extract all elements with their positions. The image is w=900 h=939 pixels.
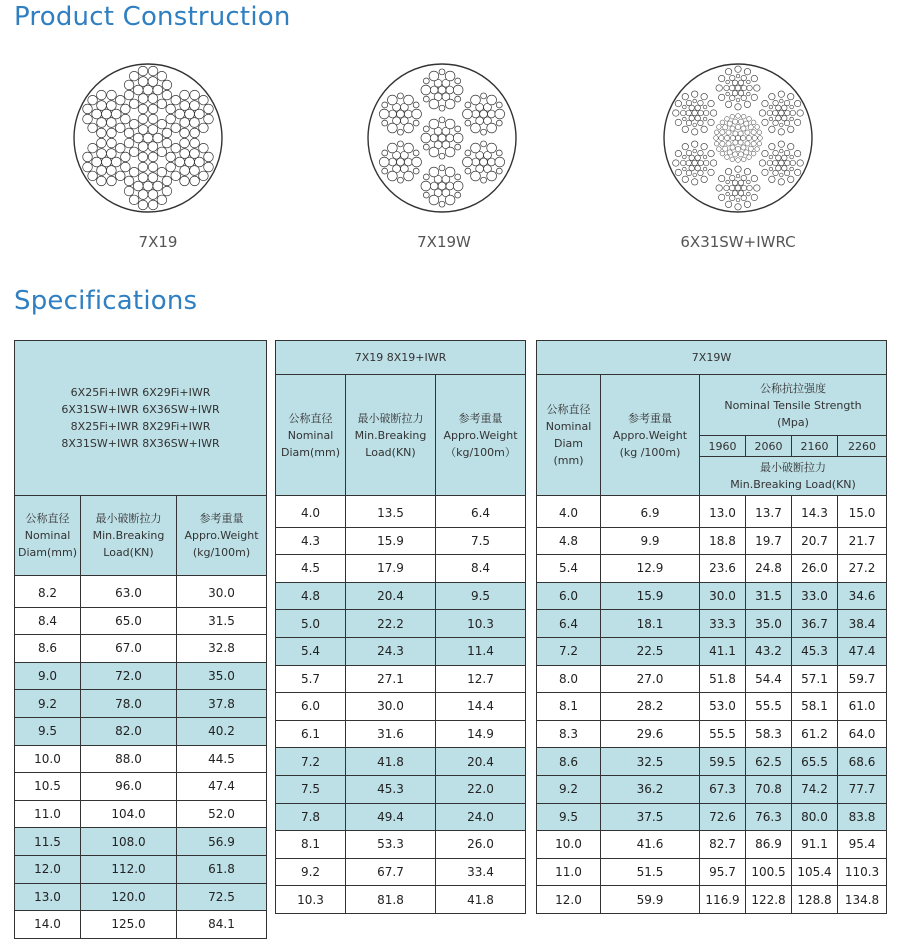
table2-cell: 6.1	[276, 720, 346, 748]
table3-cell: 36.2	[601, 775, 700, 803]
table3-row	[537, 748, 887, 776]
table3-row	[537, 720, 887, 748]
table2-cell: 33.4	[436, 858, 526, 886]
table3-grade-2060: 2060	[746, 436, 792, 457]
table1-cell: 10.5	[15, 773, 81, 801]
table2-cell: 24.3	[346, 637, 436, 665]
table3-cell: 82.7	[700, 831, 746, 859]
table2-diam-header: 公称直径 Nominal Diam(mm)	[276, 375, 346, 496]
table3-cell: 51.8	[700, 665, 746, 693]
table1-cell: 67.0	[81, 635, 177, 663]
table3-cell: 51.5	[601, 858, 700, 886]
table2-cell: 81.8	[346, 886, 436, 914]
table2-cell: 7.5	[436, 527, 526, 555]
table2-cell: 17.9	[346, 555, 436, 583]
table1-cell: 108.0	[81, 828, 177, 856]
table3-cell: 110.3	[838, 858, 887, 886]
table1-cell: 37.8	[177, 690, 267, 718]
spec-table-7x19	[275, 340, 526, 914]
spec-table-6x-8x	[14, 340, 267, 939]
table3-cell: 68.6	[838, 748, 887, 776]
table3-cell: 59.7	[838, 665, 887, 693]
table3-cell: 43.2	[746, 637, 792, 665]
table1-row	[15, 717, 267, 745]
table3-cell: 9.5	[537, 803, 601, 831]
table1-cell: 13.0	[15, 883, 81, 911]
table2-cell: 11.4	[436, 637, 526, 665]
table3-grade-1960: 1960	[700, 436, 746, 457]
table1-row	[15, 607, 267, 635]
table1-cell: 44.5	[177, 745, 267, 773]
table3-title: 7X19W	[537, 341, 887, 375]
table2-row	[276, 582, 526, 610]
table3-cell: 54.4	[746, 665, 792, 693]
table1-cell: 72.0	[81, 662, 177, 690]
table1-cell: 8.2	[15, 576, 81, 608]
table2-cell: 6.4	[436, 496, 526, 528]
table3-cell: 57.1	[792, 665, 838, 693]
table1-cell: 65.0	[81, 607, 177, 635]
table3-cell: 8.0	[537, 665, 601, 693]
table1-row	[15, 855, 267, 883]
table3-grade-2260: 2260	[838, 436, 887, 457]
table1-row	[15, 662, 267, 690]
table2-row	[276, 775, 526, 803]
table3-grade-2160: 2160	[792, 436, 838, 457]
table2-cell: 5.4	[276, 637, 346, 665]
table1-weight-header: 参考重量 Appro.Weight (kg/100m)	[177, 496, 267, 576]
product-construction-heading: Product Construction	[14, 2, 291, 32]
table2-cell: 49.4	[346, 803, 436, 831]
table3-cell: 14.3	[792, 496, 838, 528]
table1-cell: 82.0	[81, 717, 177, 745]
table2-row	[276, 693, 526, 721]
table1-cell: 9.0	[15, 662, 81, 690]
table3-cell: 74.2	[792, 775, 838, 803]
table3-row	[537, 555, 887, 583]
table3-cell: 29.6	[601, 720, 700, 748]
table3-cell: 80.0	[792, 803, 838, 831]
table1-cell: 84.1	[177, 911, 267, 939]
table2-cell: 31.6	[346, 720, 436, 748]
table1-cell: 10.0	[15, 745, 81, 773]
table1-cell: 11.0	[15, 800, 81, 828]
table3-cell: 21.7	[838, 527, 887, 555]
table2-load-header: 最小破断拉力 Min.Breaking Load(KN)	[346, 375, 436, 496]
table2-cell: 5.0	[276, 610, 346, 638]
table3-cell: 95.4	[838, 831, 887, 859]
table1-row	[15, 773, 267, 801]
table2-cell: 41.8	[436, 886, 526, 914]
table2-cell: 22.0	[436, 775, 526, 803]
table3-cell: 4.8	[537, 527, 601, 555]
table2-cell: 30.0	[346, 693, 436, 721]
table3-cell: 30.0	[700, 582, 746, 610]
table2-cell: 53.3	[346, 831, 436, 859]
table1-cell: 32.8	[177, 635, 267, 663]
rope-7x19w-label: 7X19W	[417, 233, 471, 251]
table3-cell: 31.5	[746, 582, 792, 610]
table2-row	[276, 665, 526, 693]
table2-cell: 14.4	[436, 693, 526, 721]
table2-cell: 9.5	[436, 582, 526, 610]
table2-row	[276, 496, 526, 528]
table1-cell: 47.4	[177, 773, 267, 801]
table2-cell: 10.3	[436, 610, 526, 638]
table3-cell: 13.0	[700, 496, 746, 528]
table2-cell: 22.2	[346, 610, 436, 638]
table3-row	[537, 775, 887, 803]
table3-cell: 23.6	[700, 555, 746, 583]
table3-cell: 55.5	[746, 693, 792, 721]
table3-cell: 36.7	[792, 610, 838, 638]
table2-row	[276, 858, 526, 886]
table3-cell: 33.3	[700, 610, 746, 638]
table2-cell: 7.8	[276, 803, 346, 831]
table1-row	[15, 745, 267, 773]
rope-7x19-diagram	[72, 62, 224, 214]
table3-row	[537, 496, 887, 528]
table3-cell: 35.0	[746, 610, 792, 638]
table2-cell: 10.3	[276, 886, 346, 914]
table3-cell: 18.1	[601, 610, 700, 638]
table1-cell: 14.0	[15, 911, 81, 939]
table3-cell: 53.0	[700, 693, 746, 721]
table2-cell: 4.0	[276, 496, 346, 528]
table3-cell: 28.2	[601, 693, 700, 721]
table2-row	[276, 610, 526, 638]
table3-cell: 18.8	[700, 527, 746, 555]
rope-7x19-label: 7X19	[138, 233, 178, 251]
table3-cell: 5.4	[537, 555, 601, 583]
table3-cell: 105.4	[792, 858, 838, 886]
table3-cell: 58.3	[746, 720, 792, 748]
table1-row	[15, 828, 267, 856]
table3-cell: 116.9	[700, 886, 746, 914]
table1-cell: 9.2	[15, 690, 81, 718]
table3-cell: 33.0	[792, 582, 838, 610]
table1-cell: 120.0	[81, 883, 177, 911]
table3-cell: 19.7	[746, 527, 792, 555]
table3-cell: 37.5	[601, 803, 700, 831]
table2-cell: 26.0	[436, 831, 526, 859]
rope-7x19w-diagram	[366, 62, 518, 214]
table2-cell: 4.8	[276, 582, 346, 610]
table3-cell: 26.0	[792, 555, 838, 583]
table3-cell: 24.8	[746, 555, 792, 583]
table1-cell: 63.0	[81, 576, 177, 608]
table3-cell: 32.5	[601, 748, 700, 776]
table3-load-header: 最小破断拉力 Min.Breaking Load(KN)	[700, 457, 887, 496]
table3-diam-header: 公称直径 Nominal Diam (mm)	[537, 375, 601, 496]
table2-cell: 4.3	[276, 527, 346, 555]
table1-cell: 40.2	[177, 717, 267, 745]
table3-cell: 6.4	[537, 610, 601, 638]
table3-cell: 83.8	[838, 803, 887, 831]
table3-cell: 20.7	[792, 527, 838, 555]
table3-cell: 38.4	[838, 610, 887, 638]
table2-cell: 4.5	[276, 555, 346, 583]
table1-cell: 9.5	[15, 717, 81, 745]
table2-cell: 9.2	[276, 858, 346, 886]
table2-cell: 27.1	[346, 665, 436, 693]
table2-cell: 7.5	[276, 775, 346, 803]
table1-row	[15, 635, 267, 663]
table2-cell: 41.8	[346, 748, 436, 776]
table2-cell: 20.4	[346, 582, 436, 610]
table3-cell: 9.9	[601, 527, 700, 555]
table3-cell: 62.5	[746, 748, 792, 776]
spec-table-7x19w	[536, 340, 887, 914]
table1-cell: 78.0	[81, 690, 177, 718]
table1-cell: 61.8	[177, 855, 267, 883]
table1-cell: 104.0	[81, 800, 177, 828]
table3-cell: 95.7	[700, 858, 746, 886]
table1-cell: 8.6	[15, 635, 81, 663]
table1-row	[15, 576, 267, 608]
table1-diam-header: 公称直径 Nominal Diam(mm)	[15, 496, 81, 576]
table1-cell: 56.9	[177, 828, 267, 856]
table3-strength-header: 公称抗拉强度 Nominal Tensile Strength (Mpa)	[700, 375, 887, 436]
table3-row	[537, 582, 887, 610]
table3-row	[537, 858, 887, 886]
table3-cell: 72.6	[700, 803, 746, 831]
table2-cell: 24.0	[436, 803, 526, 831]
table3-cell: 77.7	[838, 775, 887, 803]
table3-cell: 59.5	[700, 748, 746, 776]
table3-cell: 4.0	[537, 496, 601, 528]
table3-cell: 13.7	[746, 496, 792, 528]
table1-cell: 125.0	[81, 911, 177, 939]
table3-cell: 47.4	[838, 637, 887, 665]
table2-cell: 45.3	[346, 775, 436, 803]
table1-row	[15, 800, 267, 828]
table3-cell: 61.0	[838, 693, 887, 721]
table3-cell: 22.5	[601, 637, 700, 665]
table2-cell: 15.9	[346, 527, 436, 555]
table3-cell: 8.3	[537, 720, 601, 748]
table1-cell: 8.4	[15, 607, 81, 635]
table1-load-header: 最小破断拉力 Min.Breaking Load(KN)	[81, 496, 177, 576]
table3-cell: 34.6	[838, 582, 887, 610]
table3-cell: 100.5	[746, 858, 792, 886]
table3-cell: 45.3	[792, 637, 838, 665]
table3-cell: 134.8	[838, 886, 887, 914]
table3-cell: 55.5	[700, 720, 746, 748]
table2-row	[276, 720, 526, 748]
table2-row	[276, 748, 526, 776]
table3-cell: 59.9	[601, 886, 700, 914]
table1-row	[15, 883, 267, 911]
table1-row	[15, 911, 267, 939]
table3-cell: 128.8	[792, 886, 838, 914]
table3-row	[537, 610, 887, 638]
rope-6x31sw-iwrc-label: 6X31SW+IWRC	[680, 233, 796, 251]
table3-cell: 9.2	[537, 775, 601, 803]
table3-cell: 12.0	[537, 886, 601, 914]
table2-row	[276, 831, 526, 859]
table3-row	[537, 637, 887, 665]
table3-cell: 27.2	[838, 555, 887, 583]
table3-cell: 58.1	[792, 693, 838, 721]
table2-row	[276, 527, 526, 555]
table3-cell: 70.8	[746, 775, 792, 803]
table3-cell: 61.2	[792, 720, 838, 748]
table3-cell: 122.8	[746, 886, 792, 914]
table3-cell: 12.9	[601, 555, 700, 583]
table3-cell: 76.3	[746, 803, 792, 831]
table3-cell: 41.1	[700, 637, 746, 665]
table3-cell: 8.6	[537, 748, 601, 776]
table2-cell: 12.7	[436, 665, 526, 693]
table3-cell: 27.0	[601, 665, 700, 693]
table2-cell: 14.9	[436, 720, 526, 748]
table3-cell: 67.3	[700, 775, 746, 803]
table3-cell: 15.9	[601, 582, 700, 610]
table2-cell: 8.1	[276, 831, 346, 859]
table3-cell: 11.0	[537, 858, 601, 886]
table2-cell: 8.4	[436, 555, 526, 583]
table3-row	[537, 803, 887, 831]
table3-row	[537, 693, 887, 721]
table1-cell: 11.5	[15, 828, 81, 856]
table2-cell: 13.5	[346, 496, 436, 528]
table1-cell: 31.5	[177, 607, 267, 635]
table3-cell: 6.0	[537, 582, 601, 610]
table1-cell: 72.5	[177, 883, 267, 911]
rope-6x31sw-iwrc-diagram	[662, 62, 814, 214]
table2-cell: 7.2	[276, 748, 346, 776]
table3-weight-header: 参考重量 Appro.Weight (kg /100m)	[601, 375, 700, 496]
table3-cell: 6.9	[601, 496, 700, 528]
table1-row	[15, 690, 267, 718]
table2-cell: 67.7	[346, 858, 436, 886]
table1-cell: 52.0	[177, 800, 267, 828]
table3-cell: 65.5	[792, 748, 838, 776]
table1-cell: 12.0	[15, 855, 81, 883]
table3-cell: 41.6	[601, 831, 700, 859]
table1-cell: 112.0	[81, 855, 177, 883]
table1-cell: 35.0	[177, 662, 267, 690]
table2-title: 7X19 8X19+IWR	[276, 341, 526, 375]
table2-row	[276, 803, 526, 831]
table3-cell: 8.1	[537, 693, 601, 721]
table2-cell: 6.0	[276, 693, 346, 721]
table2-cell: 20.4	[436, 748, 526, 776]
table3-cell: 10.0	[537, 831, 601, 859]
table3-cell: 86.9	[746, 831, 792, 859]
table1-cell: 96.0	[81, 773, 177, 801]
table1-cell: 30.0	[177, 576, 267, 608]
table3-cell: 15.0	[838, 496, 887, 528]
table3-cell: 64.0	[838, 720, 887, 748]
table2-row	[276, 555, 526, 583]
table2-weight-header: 参考重量 Appro.Weight （kg/100m）	[436, 375, 526, 496]
table3-cell: 91.1	[792, 831, 838, 859]
table3-row	[537, 665, 887, 693]
table3-row	[537, 527, 887, 555]
table3-cell: 7.2	[537, 637, 601, 665]
table3-row	[537, 831, 887, 859]
table2-row	[276, 886, 526, 914]
table2-row	[276, 637, 526, 665]
table1-cell: 88.0	[81, 745, 177, 773]
table1-group-header: 6X25Fi+IWR 6X29Fi+IWR 6X31SW+IWR 6X36SW+IWR 8X25Fi+IWR 8X29Fi+IWR 8X31SW+IWR 8X36SW+IWR	[15, 341, 267, 496]
table3-row	[537, 886, 887, 914]
specifications-heading: Specifications	[14, 286, 198, 316]
table2-cell: 5.7	[276, 665, 346, 693]
